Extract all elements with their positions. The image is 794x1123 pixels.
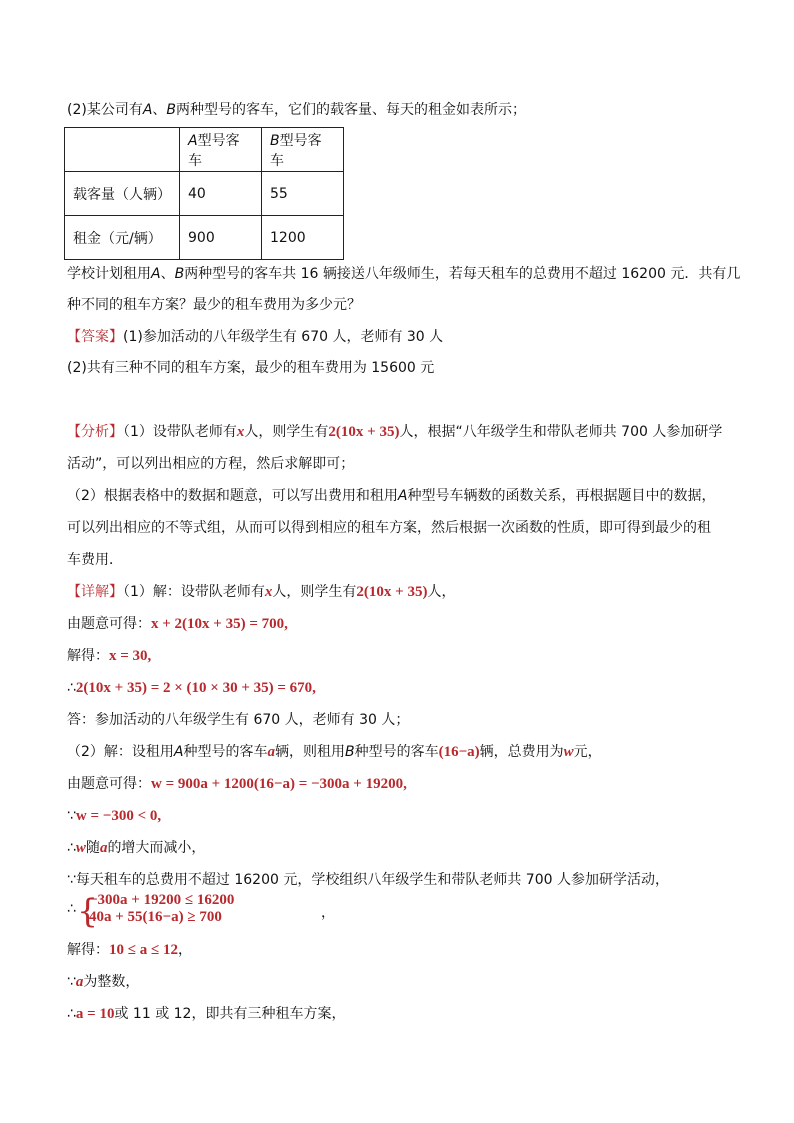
analysis-line-2: 活动”，可以列出相应的方程，然后求解即可； xyxy=(67,456,355,472)
detail-line-3: 解得：x = 30, xyxy=(67,648,152,664)
table-row-label: 租金（元/辆） xyxy=(65,216,180,260)
intro-text-end: 两种型号的客车，它们的载客量、每天的租金如表所示； xyxy=(176,102,527,118)
table-cell: 55 xyxy=(262,172,344,216)
detail-line-14: ∴a = 10或 11 或 12，即共有三种租车方案， xyxy=(67,1006,346,1022)
type-a-label: A xyxy=(142,102,153,118)
table-cell: 40 xyxy=(180,172,262,216)
plan-line-1: 学校计划租用A、B两种型号的客车共 16 辆接送八年级师生，若每天租车的总费用不超过 16200 元．共有几 xyxy=(67,266,741,282)
table-row-label: 载客量（人辆） xyxy=(65,172,180,216)
analysis-line-5: 车费用． xyxy=(67,552,123,568)
type-b-label: B xyxy=(166,102,177,118)
detail-line-5: 答：参加活动的八年级学生有 670 人，老师有 30 人； xyxy=(67,712,410,728)
detail-line-8: ∵w = −300 < 0, xyxy=(67,808,162,824)
detail-tag: 【详解】 xyxy=(67,584,123,600)
detail-line-2: 由题意可得：x + 2(10x + 35) = 700, xyxy=(67,616,288,632)
intro-text: (2)某公司有 xyxy=(67,102,143,118)
question-2-intro xyxy=(67,100,526,120)
plan-line-2: 种不同的租车方案？最少的租车费用为多少元？ xyxy=(67,297,361,313)
answer-line-2: (2)共有三种不同的租车方案，最少的租车费用为 15600 元 xyxy=(67,360,435,376)
table-header-a: A型号客车 xyxy=(180,128,262,172)
detail-line-13: ∵a为整数， xyxy=(67,974,140,990)
rental-table xyxy=(64,127,344,260)
detail-line-10: ∵每天租车的总费用不超过 16200 元，学校组织八年级学生和带队老师共 700 人参加研学活动， xyxy=(67,872,669,888)
answer-tag: 【答案】 xyxy=(67,329,123,345)
analysis-line-3: （2）根据表格中的数据和题意，可以写出费用和租用A种型号车辆数的函数关系，再根据题目中的数据， xyxy=(67,488,716,504)
table-header-row xyxy=(65,128,344,172)
analysis-line-1: 【分析】（1）设带队老师有x人，则学生有2(10x + 35)人，根据“八年级学生和带队老师共 700 人参加研学 xyxy=(67,424,723,440)
table-cell: 900 xyxy=(180,216,262,260)
detail-line-6: （2）解：设租用A种型号的客车a辆，则租用B种型号的客车(16−a)辆，总费用为w元， xyxy=(67,744,602,760)
detail-line-4: ∴2(10x + 35) = 2 × (10 × 30 + 35) = 670, xyxy=(67,680,316,696)
table-header-b: B型号客车 xyxy=(262,128,344,172)
table-cell: 1200 xyxy=(262,216,344,260)
brace-symbol: { xyxy=(77,891,98,930)
table-corner-cell xyxy=(65,128,180,172)
intro-separator: 、 xyxy=(152,102,167,118)
inequality-row-2: 40a + 55(16−a) ≥ 700 xyxy=(89,909,222,925)
table-row xyxy=(65,172,344,216)
analysis-tag: 【分析】 xyxy=(67,424,123,440)
inequality-row-1: −300a + 19200 ≤ 16200 xyxy=(89,892,235,908)
analysis-line-4: 可以列出相应的不等式组，从而可以得到相应的租车方案，然后根据一次函数的性质，即可得到最少的租 xyxy=(67,520,711,536)
detail-line-9: ∴w随a的增大而减小， xyxy=(67,840,206,856)
table-row xyxy=(65,216,344,260)
detail-line-1: 【详解】（1）解：设带队老师有x人，则学生有2(10x + 35)人， xyxy=(67,584,456,600)
detail-line-12: 解得：10 ≤ a ≤ 12， xyxy=(67,942,192,958)
detail-line-7: 由题意可得：w = 900a + 1200(16−a) = −300a + 19200, xyxy=(67,776,407,792)
answer-line-1: 【答案】(1)参加活动的八年级学生有 670 人，老师有 30 人 xyxy=(67,329,444,345)
